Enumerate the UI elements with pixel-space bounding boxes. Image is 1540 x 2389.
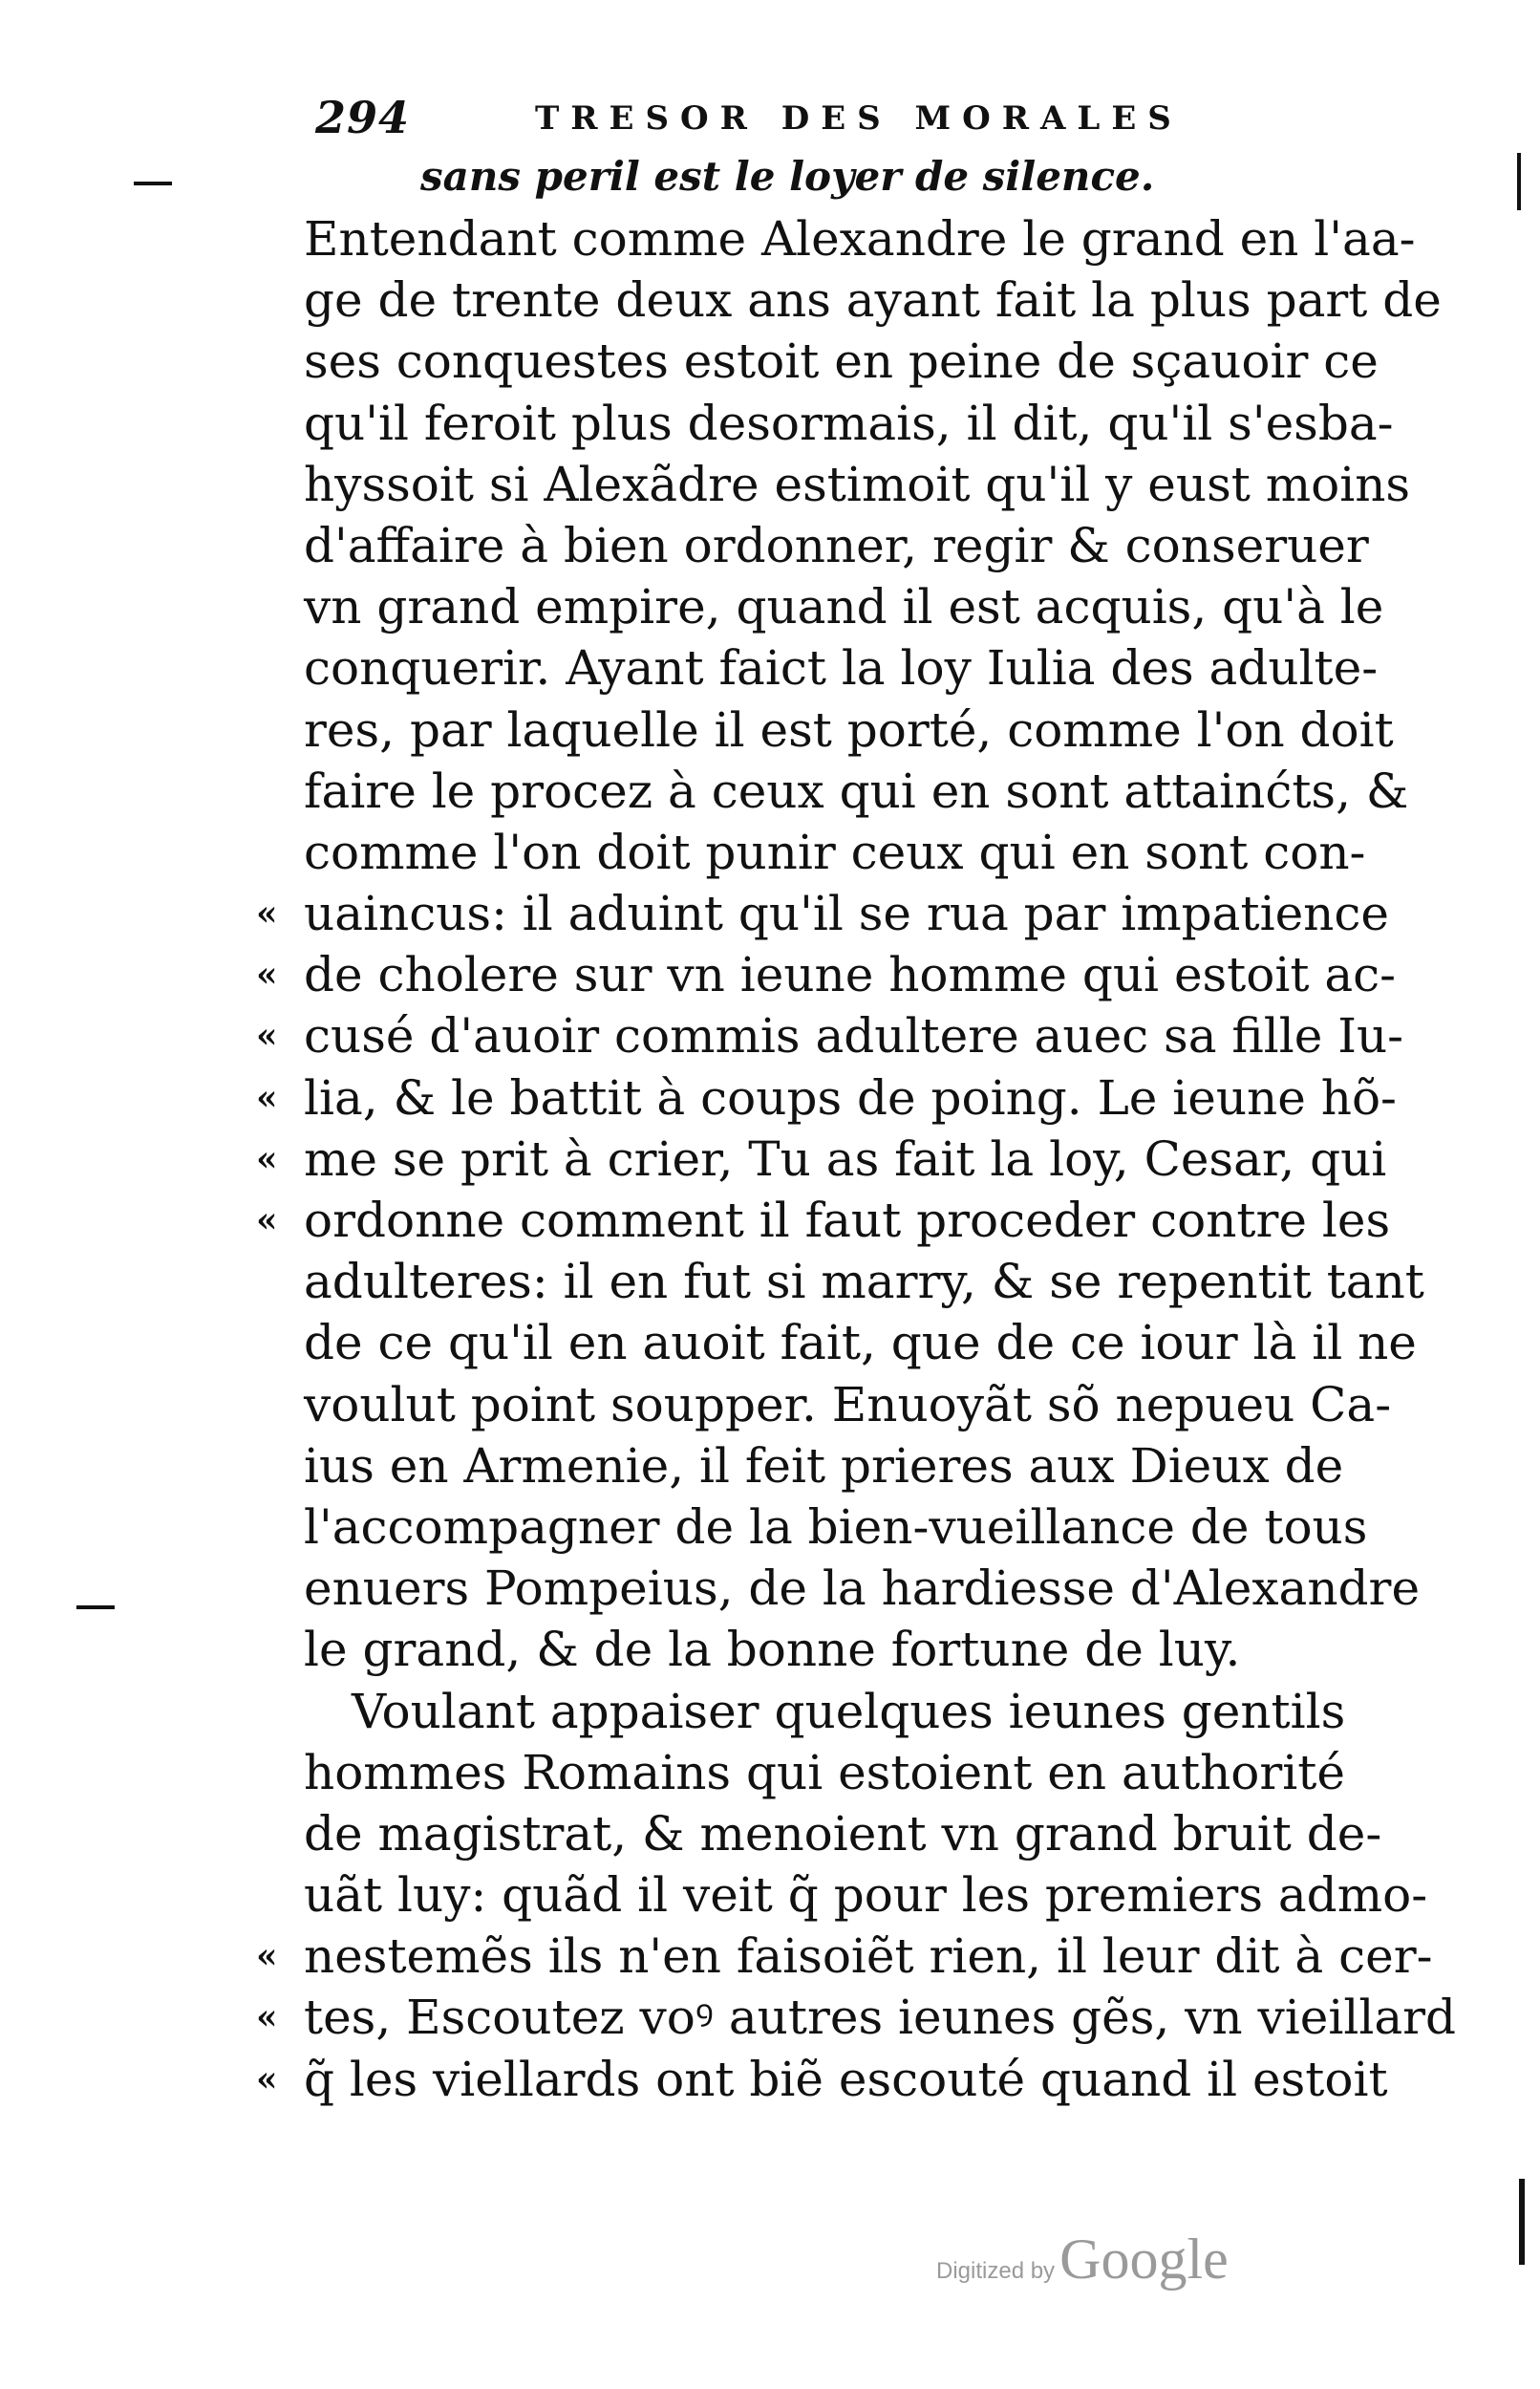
- text-line: [304, 699, 1394, 761]
- line-text: comme l'on doit punir ceux qui en sont con-: [304, 824, 1366, 880]
- line-text: adulteres: il en fut si marry, & se repentit tant: [304, 1254, 1424, 1310]
- line-text: Entendant comme Alexandre le grand en l'aa-: [304, 211, 1416, 267]
- text-line: [256, 1067, 1397, 1129]
- paragraph: [256, 208, 1442, 1681]
- line-text: faire le procez à ceux qui en sont attainćts, &: [304, 763, 1409, 819]
- text-line: [256, 1129, 1387, 1190]
- text-line: [304, 1681, 1346, 1742]
- text-line: [304, 393, 1394, 454]
- line-text: l'accompagner de la bien-vueillance de tous: [304, 1498, 1368, 1555]
- margin-mark: [1519, 2179, 1525, 2265]
- line-text: qu'il feroit plus desormais, il dit, qu'il s'esba-: [304, 395, 1394, 451]
- text-line: [304, 208, 1416, 269]
- text-line: [304, 576, 1384, 637]
- running-title: TRESOR DES MORALES: [535, 99, 1183, 138]
- line-text: nestemẽs ils n'en faisoiẽt rien, il leur dit à cer-: [304, 1928, 1433, 1985]
- text-line: [304, 761, 1409, 822]
- quote-mark: «: [256, 1077, 278, 1118]
- text-line: [304, 822, 1366, 883]
- digitized-watermark: [936, 2227, 1229, 2292]
- margin-mark: [134, 182, 172, 185]
- text-line: [256, 2049, 1388, 2110]
- line-text: cusé d'auoir commis adultere auec sa fille Iu-: [304, 1008, 1404, 1065]
- line-text: de ce qu'il en auoit fait, que de ce iour là il ne: [304, 1315, 1417, 1371]
- text-line: [256, 883, 1389, 944]
- text-line: [304, 1496, 1368, 1558]
- line-text: ge de trente deux ans ayant fait la plus part de: [304, 272, 1442, 329]
- text-line: [304, 1803, 1382, 1864]
- line-text: Voulant appaiser quelques ieunes gentils: [352, 1683, 1346, 1739]
- text-line: [304, 1251, 1424, 1312]
- line-text: lia, & le battit à coups de poing. Le ieune hõ-: [304, 1069, 1397, 1126]
- line-text: hyssoit si Alexãdre estimoit qu'il y eust moins: [304, 456, 1411, 512]
- line-text: le grand, & de la bonne fortune de luy.: [304, 1622, 1241, 1678]
- quote-mark: «: [256, 893, 278, 935]
- line-text: res, par laquelle il est porté, comme l'on doit: [304, 701, 1394, 758]
- text-line: [256, 944, 1397, 1005]
- quote-mark: «: [256, 2058, 278, 2099]
- quote-mark: «: [256, 1138, 278, 1179]
- text-line: [304, 454, 1411, 515]
- text-line: [304, 1742, 1345, 1803]
- quote-mark: «: [256, 1997, 278, 2038]
- line-text: de cholere sur vn ieune homme qui estoit ac-: [304, 947, 1397, 1003]
- quote-mark: «: [256, 1936, 278, 1977]
- quote-mark: «: [256, 1200, 278, 1240]
- line-text: hommes Romains qui estoient en authorité: [304, 1744, 1345, 1800]
- line-text: uãt luy: quãd il veit q̃ pour les premiers admo-: [304, 1867, 1428, 1924]
- text-line: [304, 637, 1379, 699]
- quote-mark: «: [256, 955, 278, 996]
- margin-mark: [1517, 153, 1521, 210]
- quote-mark: «: [256, 1016, 278, 1057]
- line-text: voulut point soupper. Enuoyãt sõ nepueu Ca-: [304, 1376, 1392, 1432]
- line-text: q̃ les viellards ont biẽ escouté quand il estoit: [304, 2051, 1388, 2107]
- text-line: [304, 1312, 1417, 1373]
- page-number: 294: [315, 92, 411, 143]
- text-line: [304, 269, 1442, 331]
- text-line: [304, 1864, 1428, 1926]
- text-line: [304, 1619, 1331, 1680]
- margin-mark: [76, 1605, 115, 1609]
- page-header: [315, 92, 1271, 149]
- watermark-small: Digitized by: [936, 2258, 1056, 2284]
- line-text: enuers Pompeius, de la hardiesse d'Alexandre: [304, 1560, 1421, 1617]
- text-line: [256, 1190, 1391, 1251]
- line-text: conquerir. Ayant faict la loy Iulia des adulte-: [304, 640, 1379, 697]
- text-line: [304, 1374, 1392, 1435]
- line-text: me se prit à crier, Tu as fait la loy, Cesar, qui: [304, 1130, 1387, 1187]
- text-line: [304, 515, 1369, 576]
- text-line: [256, 1005, 1404, 1066]
- line-text: ses conquestes estoit en peine de sçauoir ce: [304, 334, 1379, 390]
- text-line: [256, 1926, 1433, 1987]
- text-line: [304, 331, 1379, 392]
- text-line: [256, 1987, 1457, 2048]
- line-text: uaincus: il aduint qu'il se rua par impatience: [304, 886, 1389, 942]
- line-text: de magistrat, & menoient vn grand bruit de-: [304, 1805, 1382, 1862]
- body-text: [256, 208, 1457, 2110]
- line-text: ordonne comment il faut proceder contre les: [304, 1193, 1391, 1248]
- line-text: tes, Escoutez voꝰ autres ieunes gẽs, vn vieillard: [304, 1990, 1457, 2046]
- subtitle: sans peril est le loyer de silence.: [420, 153, 1155, 200]
- text-line: [304, 1435, 1344, 1496]
- line-text: ius en Armenie, il feit prieres aux Dieux de: [304, 1437, 1344, 1494]
- watermark-logo: Google: [1059, 2228, 1229, 2291]
- paragraph: [256, 1681, 1457, 2110]
- text-line: [304, 1558, 1421, 1619]
- line-text: d'affaire à bien ordonner, regir & conseruer: [304, 517, 1369, 573]
- line-text: vn grand empire, quand il est acquis, qu'à le: [304, 579, 1384, 635]
